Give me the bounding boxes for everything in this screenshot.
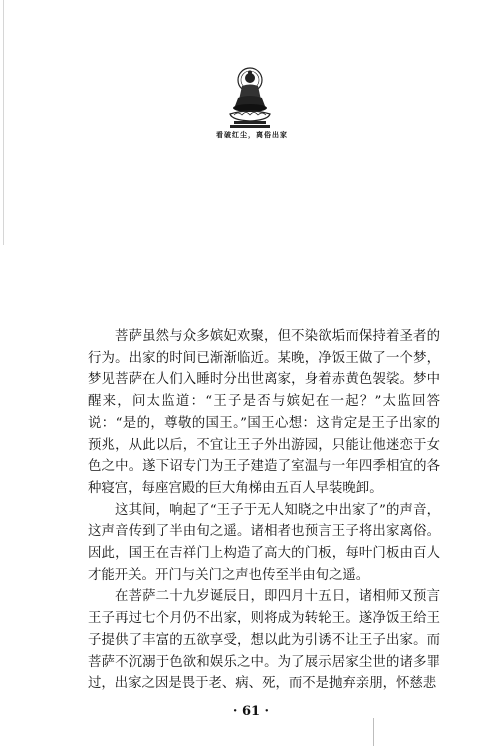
paragraph: 在菩萨二十九岁诞辰日，即四月十五日，诸相师又预言王子再过七个月仍不出家，则将成为转轮王。遂净饭王给王子提供了丰富的五欲享受，想以此为引诱不让王子出家。而菩萨不沉溺于色欲和娱乐之中。为了展示居家尘世的诸多罪过，出家之因是畏于老、病、死，而不是抛弃亲朋，怀慈悲 [88, 589, 440, 692]
page-number: · 61 · [232, 704, 270, 719]
section-caption: 看破红尘，离俗出家 [216, 130, 288, 139]
paragraph: 菩萨虽然与众多嫔妃欢聚，但不染欲垢而保持着圣者的行为。出家的时间已渐渐临近。某晚，净饭王做了一个梦，梦见菩萨在人们入睡时分出世离家，身着赤黄色袈裟。梦中醒来，问太监道：“王子是否与嫔妃在一起？”太监回答说：“是的，尊敬的国王。”国王心想：这肯定是王子出家的预兆，从此以后，不宜让王子外出游园，只能让他迷恋于女色之中。遂下诏专门为王子建造了室温与一年四季相宜的各种寝宫，每座宫殿的巨大角梯由五百人早装晚卸。 [88, 329, 440, 496]
body-text [88, 326, 440, 695]
scan-mark [373, 718, 374, 746]
seated-buddha-icon [218, 64, 282, 130]
page-edge-line [3, 0, 4, 245]
paragraph: 这其间，响起了“王子于无人知晓之中出家了”的声音，这声音传到了半由旬之遥。诸相者也预言王子将出家离俗。因此，国王在吉祥门上构造了高大的门板，每叶门板由百人才能开关。开门与关门之声也传至半由旬之遥。 [88, 502, 440, 583]
